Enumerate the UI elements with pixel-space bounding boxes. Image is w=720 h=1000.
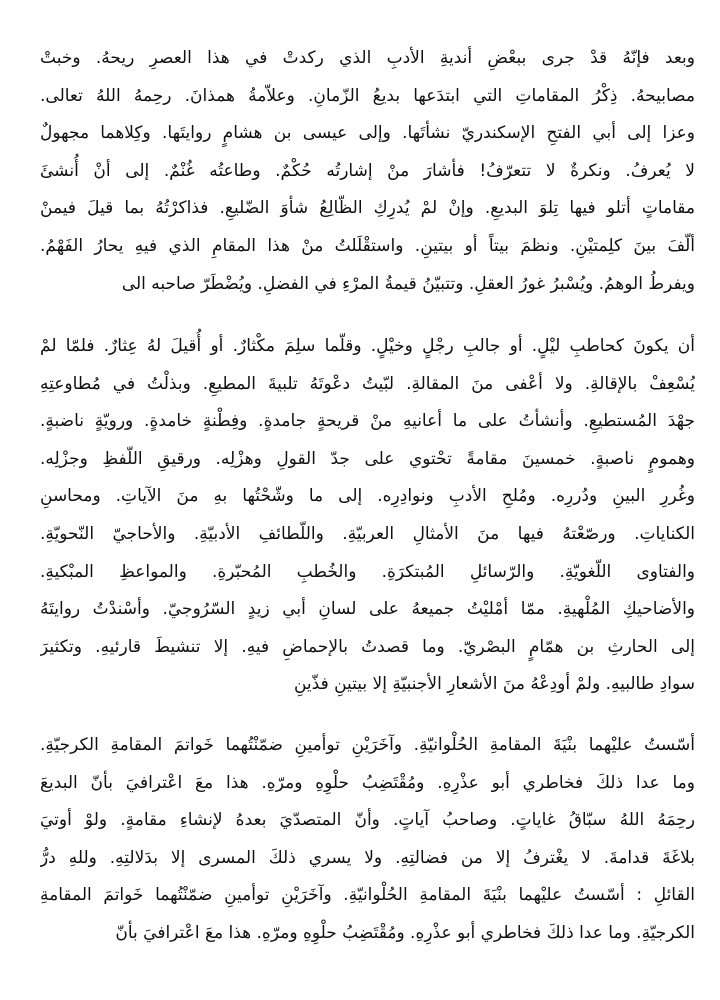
text-line: وعزا إلى أبي الفتحِ الإسكندريّ نشأتَها. وإلى عيسى بن هشامٍ روايتَها. وكِلاهما مجهولٌ: [40, 123, 695, 144]
text-line: وهمومٍ ناصبةٍ. خمسينَ مقامةً تحْتوي على جدّ القولِ وهزْلِه. ورقيقِ اللّفظِ وجزْلِه.: [40, 448, 695, 469]
paragraph-3: [40, 727, 695, 953]
text-line: وما عدا ذلكَ فخاطري أبو عذْرِهِ. ومُقْتَضِبُ حلْوِهِ ومرّهِ. هذا معَ اعْترافيَ بأنّ البديعَ: [40, 772, 695, 793]
text-line: سوادِ طالبيهِ. ولمْ أودِعْهُ منَ الأشعارِ الأجنبيّةِ إلا بيتينِ فذّينِ: [293, 674, 695, 695]
text-line: رحِمَهُ اللهُ سبّاقُ غاياتٍ. وصاحبُ آياتٍ. وأنّ المتصدّيَ بعدهُ لإنشاءِ مقامةٍ. ولوْ أوتيَ: [40, 810, 695, 831]
text-line: مقاماتٍ أتلو فيها تِلوَ البديعِ. وإنْ لمْ يُدرِكِ الظّالِعُ شأوَ الضّليعِ. فذاكرْتُهُ بما قيلَ فيمنْ: [40, 198, 695, 219]
text-line: القائلِ : أسّستُ عليْهما بنْيَةَ المقامةِ الحُلْوانيّةِ. وآخَرَيْنِ توأمينِ ضمّنْتُهما خَواتمَ المقامةِ: [40, 885, 695, 906]
text-line: يُسْعِفْ بالإقالةِ. ولا أعْفى منَ المقالةِ. لبّيتُ دعْوتَهُ تلبيةَ المطيعِ. وبذلْتُ في مُطاوعتِهِ: [40, 373, 695, 394]
text-line: لا يُعرفُ. ونكرةٌ لا تتعرّفُ! فأشارَ منْ إشارتُه حُكْمٌ. وطاعتُه غُنْمٌ. إلى أنْ أُنشئَ: [40, 160, 695, 181]
text-line: إلى الحارثِ بن همّامٍ البصْريّ. وما قصدتُ بالإحماضِ فيهِ. إلا تنشيطَ قارئيهِ. وتكثيرَ: [40, 636, 695, 657]
text-line: أسّستُ عليْهما بنْيَةَ المقامةِ الحُلْوانيّةِ. وآخَرَيْنِ توأمينِ ضمّنْتُهما خَواتمَ المقامةِ الكرجيّةِ.: [40, 735, 695, 755]
text-line: وغُررِ البينِ ودُررِه. ومُلحِ الأدبِ ونوادِرِه. إلى ما وشّحْتُها بهِ منَ الآياتِ. ومحاسنِ: [40, 486, 695, 507]
text-line: أن يكونَ كحاطبِ ليْلٍ. أو جالبِ رجْلٍ وخيْلٍ. وقلّما سلِمَ مكْثارٌ. أو أُقيلَ لهُ عِثارٌ. فلمّا لمْ: [40, 336, 695, 356]
text-line: بلاغَةَ قدامةَ. لا يغْترفُ إلا من فضالتِهِ. ولا يسري ذلكَ المسرى إلا بدَلالتِهِ. وللهِ درُّ: [40, 847, 695, 868]
text-line: والأضاحيكِ المُلْهيةِ. ممّا أمْليْتُ جميعهُ على لسانِ أبي زيدٍ السّرُوجيّ. وأسْندْتُ روايتَهُ: [40, 599, 695, 620]
paragraph-1: [40, 40, 695, 303]
text-line: وبعد فإنّهُ قدْ جرى ببعْضِ أنديةِ الأدبِ الذي ركدتْ في هذا العصرِ ريحهُ. وخبتْ: [40, 48, 695, 68]
text-line: جهْدَ المُستطيعِ. وأنشأتُ على ما أعانيهِ منْ قريحةٍ جامدةٍ. وفِطْنةٍ خامدةٍ. ورويّةٍ ناضبةٍ.: [40, 411, 695, 432]
text-line: الكناياتِ. ورصّعْتهُ فيها منَ الأمثالِ العربيّةِ. واللّطائفِ الأدبيّةِ. والأحاجيّ النّحويّةِ.: [40, 523, 695, 544]
paragraph-2: [40, 328, 695, 704]
text-line: ألّفَ بينَ كلِمتيْنِ. ونظمَ بيتاً أو بيتينِ. واستقْلَلتُ منْ هذا المقامِ الذي فيهِ يحارُ الفَهْمُ.: [40, 235, 695, 256]
text-line: ويفرطُ الوهمُ. ويُسْبرُ غورُ العقلِ. وتتبيّنُ قيمةُ المرْءِ في الفضلِ. ويُضْطَرّ صاحبه الى: [121, 273, 695, 294]
text-line: مصابيحهُ. ذِكْرُ المقاماتِ التي ابتدَعها بديعُ الزّمانِ. وعلاّمةُ همذانَ. رحِمهُ اللهُ تعالى.: [40, 85, 695, 106]
text-line: والفتاوى اللّغويّةِ. والرّسائلِ المُبتكرَةِ. والخُطبِ المُحبّرةِ. والمواعظِ المبْكيةِ.: [40, 561, 695, 582]
text-line: الكرجيّةِ. وما عدا ذلكَ فخاطري أبو عذْرِهِ. ومُقْتَضِبُ حلْوِهِ ومرّهِ. هذا معَ اعْترافيَ بأنّ: [115, 922, 695, 943]
